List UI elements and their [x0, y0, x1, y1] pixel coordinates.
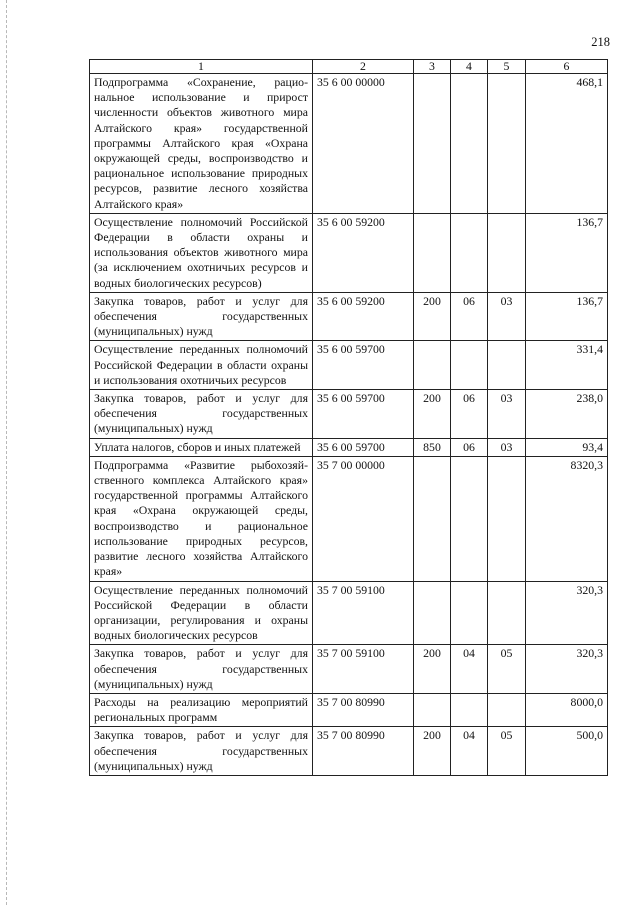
row-code: 35 7 00 80990 [313, 693, 414, 726]
row-expense-type: 850 [414, 438, 451, 456]
row-section [451, 581, 488, 645]
scan-edge-line [6, 0, 7, 905]
table-row [90, 727, 608, 776]
row-section: 06 [451, 438, 488, 456]
row-section: 06 [451, 390, 488, 439]
row-expense-type [414, 581, 451, 645]
row-description: Закупка товаров, работ и услуг для обеспечения государственных (муниципальных) нужд [90, 292, 313, 341]
row-subsection [488, 456, 526, 581]
row-amount: 8320,3 [526, 456, 608, 581]
row-description: Осуществление переданных полномочий Российской Федерации в области организации, регулирования и охраны водных биологических ресурсов [90, 581, 313, 645]
row-section: 04 [451, 727, 488, 776]
table-row [90, 390, 608, 439]
col-header-3: 3 [414, 60, 451, 74]
col-header-6: 6 [526, 60, 608, 74]
col-header-1: 1 [90, 60, 313, 74]
table-row [90, 213, 608, 292]
row-expense-type [414, 213, 451, 292]
table-row [90, 292, 608, 341]
row-expense-type [414, 456, 451, 581]
row-description: Осуществление переданных полномочий Российской Федерации в области охраны и использования охотничьих ресурсов [90, 341, 313, 390]
row-subsection: 03 [488, 438, 526, 456]
row-description: Закупка товаров, работ и услуг для обеспечения государственных (муниципальных) нужд [90, 645, 313, 694]
row-expense-type [414, 74, 451, 214]
row-description: Закупка товаров, работ и услуг для обеспечения государственных (муниципальных) нужд [90, 390, 313, 439]
table-row [90, 456, 608, 581]
row-expense-type: 200 [414, 390, 451, 439]
table-row [90, 693, 608, 726]
table-row [90, 581, 608, 645]
row-section [451, 74, 488, 214]
row-description: Закупка товаров, работ и услуг для обеспечения государственных (муниципальных) нужд [90, 727, 313, 776]
row-subsection [488, 213, 526, 292]
header-row [90, 60, 608, 74]
row-expense-type: 200 [414, 727, 451, 776]
row-subsection: 03 [488, 292, 526, 341]
row-description: Подпрограмма «Развитие рыбохозяйственного комплекса Алтайского края» государственной программы Алтайского края «Охрана окружающей среды, воспроизводство и рациональное использование природных ресурсов, развитие лесного хозяйства Алтайского края» [90, 456, 313, 581]
row-amount: 320,3 [526, 581, 608, 645]
col-header-4: 4 [451, 60, 488, 74]
row-section [451, 341, 488, 390]
table-row [90, 645, 608, 694]
row-code: 35 7 00 80990 [313, 727, 414, 776]
budget-table [89, 59, 608, 776]
row-expense-type: 200 [414, 645, 451, 694]
row-code: 35 6 00 00000 [313, 74, 414, 214]
row-code: 35 6 00 59200 [313, 292, 414, 341]
row-amount: 136,7 [526, 213, 608, 292]
col-header-2: 2 [313, 60, 414, 74]
page-number: 218 [591, 35, 610, 49]
row-section: 04 [451, 645, 488, 694]
row-description: Осуществление полномочий Российской Федерации в области охраны и использования объектов животного мира (за исключением охотничьих ресурсов и водных биологических ресурсов) [90, 213, 313, 292]
row-expense-type [414, 341, 451, 390]
row-amount: 468,1 [526, 74, 608, 214]
row-amount: 136,7 [526, 292, 608, 341]
row-code: 35 6 00 59700 [313, 438, 414, 456]
row-description: Расходы на реализацию мероприятий региональных программ [90, 693, 313, 726]
table-row [90, 74, 608, 214]
col-header-5: 5 [488, 60, 526, 74]
row-code: 35 7 00 59100 [313, 581, 414, 645]
row-section: 06 [451, 292, 488, 341]
row-amount: 238,0 [526, 390, 608, 439]
row-description: Подпрограмма «Сохранение, рациональное использование и прирост численности объектов животного мира Алтайского края» государственной программы Алтайского края «Охрана окружающей среды, воспроизводство и рациональное использование природных ресурсов, развитие лесного хозяйства Алтайского края» [90, 74, 313, 214]
row-section [451, 693, 488, 726]
row-code: 35 7 00 00000 [313, 456, 414, 581]
row-amount: 93,4 [526, 438, 608, 456]
row-subsection [488, 693, 526, 726]
row-code: 35 7 00 59100 [313, 645, 414, 694]
row-code: 35 6 00 59700 [313, 390, 414, 439]
row-subsection [488, 74, 526, 214]
row-amount: 320,3 [526, 645, 608, 694]
row-section [451, 456, 488, 581]
row-subsection: 05 [488, 727, 526, 776]
row-amount: 331,4 [526, 341, 608, 390]
row-code: 35 6 00 59700 [313, 341, 414, 390]
row-subsection [488, 581, 526, 645]
row-amount: 8000,0 [526, 693, 608, 726]
table-row [90, 438, 608, 456]
row-subsection: 05 [488, 645, 526, 694]
row-section [451, 213, 488, 292]
row-expense-type: 200 [414, 292, 451, 341]
row-code: 35 6 00 59200 [313, 213, 414, 292]
row-description: Уплата налогов, сборов и иных платежей [90, 438, 313, 456]
row-subsection [488, 341, 526, 390]
table-row [90, 341, 608, 390]
table-body [90, 74, 608, 776]
row-amount: 500,0 [526, 727, 608, 776]
row-subsection: 03 [488, 390, 526, 439]
row-expense-type [414, 693, 451, 726]
